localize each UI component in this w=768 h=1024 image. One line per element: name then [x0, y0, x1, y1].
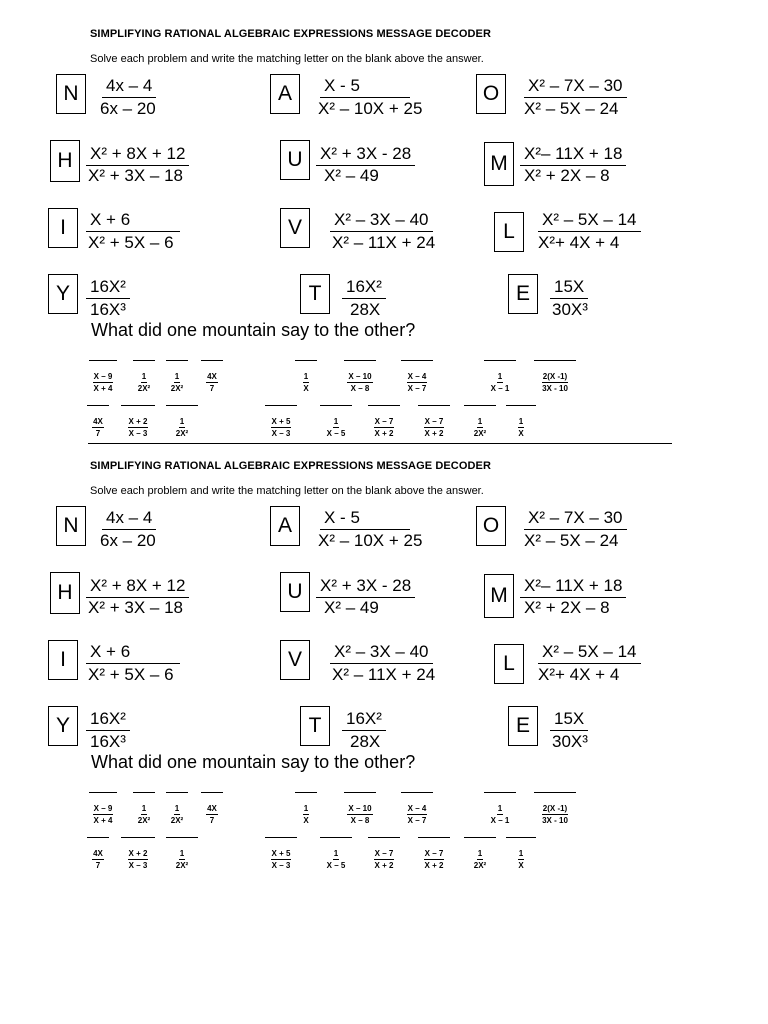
answer-blank[interactable]: X + 5 X – 3 — [264, 405, 298, 439]
letter-box-v: V — [280, 640, 310, 680]
letter-box-m: M — [484, 574, 514, 618]
letter-box-o: O — [476, 506, 506, 546]
letter-box-m: M — [484, 142, 514, 186]
answer-blank[interactable]: 1 2X² — [164, 360, 190, 394]
answer-blank[interactable]: 1 2X² — [166, 405, 198, 439]
problem-o-denominator: X² – 5X – 24 — [524, 99, 619, 118]
worksheet-instructions: Solve each problem and write the matching letter on the blank above the answer. — [90, 53, 484, 65]
problem-l-denominator: X²+ 4X + 4 — [538, 233, 620, 252]
answer-blank[interactable]: 1 2X² — [130, 360, 158, 394]
problem-t-denominator: 28X — [350, 732, 381, 751]
answer-blank[interactable]: X – 10 X – 8 — [340, 360, 380, 394]
answer-blank[interactable]: X – 7 X + 2 — [366, 405, 402, 439]
problem-y-numerator: 16X² — [86, 277, 130, 299]
problem-y-denominator: 16X³ — [90, 732, 126, 751]
problem-n-numerator: 4x – 4 — [102, 76, 156, 98]
letter-box-i: I — [48, 640, 78, 680]
worksheet-title: SIMPLIFYING RATIONAL ALGEBRAIC EXPRESSIONS MESSAGE DECODER — [90, 28, 492, 40]
problem-h-denominator: X² + 3X – 18 — [88, 166, 183, 185]
problem-m-numerator: X²– 11X + 18 — [520, 144, 626, 166]
problem-u-numerator: X² + 3X - 28 — [316, 576, 415, 598]
answer-blank[interactable]: X – 4 X – 7 — [398, 360, 436, 394]
worksheet-copy-2 — [0, 432, 768, 870]
problem-a-numerator: X - 5 — [320, 508, 410, 530]
problem-o-numerator: X² – 7X – 30 — [524, 508, 627, 530]
letter-box-y: Y — [48, 706, 78, 746]
answer-blank[interactable]: X – 7 X + 2 — [416, 405, 452, 439]
problem-m-denominator: X² + 2X – 8 — [524, 598, 610, 617]
letter-box-i: I — [48, 208, 78, 248]
problem-l-numerator: X² – 5X – 14 — [538, 642, 641, 664]
letter-box-y: Y — [48, 274, 78, 314]
problem-y-numerator: 16X² — [86, 709, 130, 731]
answer-blank[interactable]: X – 4 X – 7 — [398, 792, 436, 826]
problem-u-denominator: X² – 49 — [324, 598, 379, 617]
problem-i-denominator: X² + 5X – 6 — [88, 233, 174, 252]
letter-box-e: E — [508, 706, 538, 746]
worksheet-instructions: Solve each problem and write the matching letter on the blank above the answer. — [90, 485, 484, 497]
answer-blank[interactable]: 1 2X² — [164, 792, 190, 826]
problem-i-denominator: X² + 5X – 6 — [88, 665, 174, 684]
riddle-question: What did one mountain say to the other? — [91, 320, 416, 340]
letter-box-h: H — [50, 140, 80, 182]
answer-blank[interactable]: 1 X – 1 — [482, 792, 518, 826]
worksheet-copy-1 — [0, 0, 768, 438]
problem-v-numerator: X² – 3X – 40 — [330, 642, 433, 664]
letter-box-e: E — [508, 274, 538, 314]
letter-box-a: A — [270, 506, 300, 546]
answer-blank[interactable]: 1 X — [294, 360, 318, 394]
problem-h-numerator: X² + 8X + 12 — [86, 576, 189, 598]
problem-l-denominator: X²+ 4X + 4 — [538, 665, 620, 684]
letter-box-t: T — [300, 706, 330, 746]
answer-blank[interactable]: 1 2X² — [166, 837, 198, 871]
problem-u-numerator: X² + 3X - 28 — [316, 144, 415, 166]
letter-box-t: T — [300, 274, 330, 314]
answer-blank[interactable]: X + 2 X – 3 — [120, 405, 156, 439]
problem-n-denominator: 6x – 20 — [100, 531, 156, 550]
letter-box-n: N — [56, 74, 86, 114]
problem-a-denominator: X² – 10X + 25 — [318, 531, 423, 550]
answer-blank[interactable]: 2(X -1) 3X - 10 — [532, 792, 578, 826]
problem-i-numerator: X + 6 — [86, 642, 180, 664]
problem-m-denominator: X² + 2X – 8 — [524, 166, 610, 185]
answer-blank[interactable]: 1 X – 1 — [482, 360, 518, 394]
letter-box-l: L — [494, 212, 524, 252]
problem-l-numerator: X² – 5X – 14 — [538, 210, 641, 232]
answer-blank[interactable]: X + 2 X – 3 — [120, 837, 156, 871]
problem-v-denominator: X² – 11X + 24 — [332, 233, 436, 252]
problem-o-denominator: X² – 5X – 24 — [524, 531, 619, 550]
problem-y-denominator: 16X³ — [90, 300, 126, 319]
problem-o-numerator: X² – 7X – 30 — [524, 76, 627, 98]
problem-t-numerator: 16X² — [342, 709, 386, 731]
problem-t-numerator: 16X² — [342, 277, 386, 299]
answer-blank[interactable]: 4X 7 — [198, 360, 226, 394]
answer-blank[interactable]: X – 7 X + 2 — [416, 837, 452, 871]
answer-blank[interactable]: 1 2X² — [462, 405, 498, 439]
riddle-question: What did one mountain say to the other? — [91, 752, 416, 772]
answer-blank[interactable]: X + 5 X – 3 — [264, 837, 298, 871]
letter-box-v: V — [280, 208, 310, 248]
answer-blank[interactable]: 1 X — [294, 792, 318, 826]
answer-blank[interactable]: 4X 7 — [86, 405, 110, 439]
problem-h-numerator: X² + 8X + 12 — [86, 144, 189, 166]
problem-m-numerator: X²– 11X + 18 — [520, 576, 626, 598]
letter-box-a: A — [270, 74, 300, 114]
problem-e-denominator: 30X³ — [552, 732, 588, 751]
answer-blank[interactable]: X – 10 X – 8 — [340, 792, 380, 826]
problem-a-numerator: X - 5 — [320, 76, 410, 98]
problem-i-numerator: X + 6 — [86, 210, 180, 232]
letter-box-h: H — [50, 572, 80, 614]
problem-u-denominator: X² – 49 — [324, 166, 379, 185]
answer-blank[interactable]: X – 9 X + 4 — [86, 360, 120, 394]
problem-e-numerator: 15X — [550, 277, 588, 299]
letter-box-u: U — [280, 140, 310, 180]
answer-blank[interactable]: X – 9 X + 4 — [86, 792, 120, 826]
letter-box-l: L — [494, 644, 524, 684]
problem-n-numerator: 4x – 4 — [102, 508, 156, 530]
problem-a-denominator: X² – 10X + 25 — [318, 99, 423, 118]
letter-box-o: O — [476, 74, 506, 114]
answer-blank[interactable]: 1 X — [506, 405, 536, 439]
answer-blank[interactable]: 1 X – 5 — [318, 405, 354, 439]
problem-v-denominator: X² – 11X + 24 — [332, 665, 436, 684]
answer-blank[interactable]: 4X 7 — [198, 792, 226, 826]
answer-blank[interactable]: X – 7 X + 2 — [366, 837, 402, 871]
problem-t-denominator: 28X — [350, 300, 381, 319]
letter-box-u: U — [280, 572, 310, 612]
answer-blank[interactable]: 2(X -1) 3X - 10 — [532, 360, 578, 394]
answer-blank[interactable]: 1 X — [506, 837, 536, 871]
problem-e-numerator: 15X — [550, 709, 588, 731]
answer-blank[interactable]: 1 2X² — [462, 837, 498, 871]
problem-v-numerator: X² – 3X – 40 — [330, 210, 433, 232]
problem-h-denominator: X² + 3X – 18 — [88, 598, 183, 617]
problem-n-denominator: 6x – 20 — [100, 99, 156, 118]
problem-e-denominator: 30X³ — [552, 300, 588, 319]
answer-blank[interactable]: 1 2X² — [130, 792, 158, 826]
worksheet-title: SIMPLIFYING RATIONAL ALGEBRAIC EXPRESSIONS MESSAGE DECODER — [90, 460, 492, 472]
answer-blank[interactable]: 1 X – 5 — [318, 837, 354, 871]
answer-blank[interactable]: 4X 7 — [86, 837, 110, 871]
letter-box-n: N — [56, 506, 86, 546]
